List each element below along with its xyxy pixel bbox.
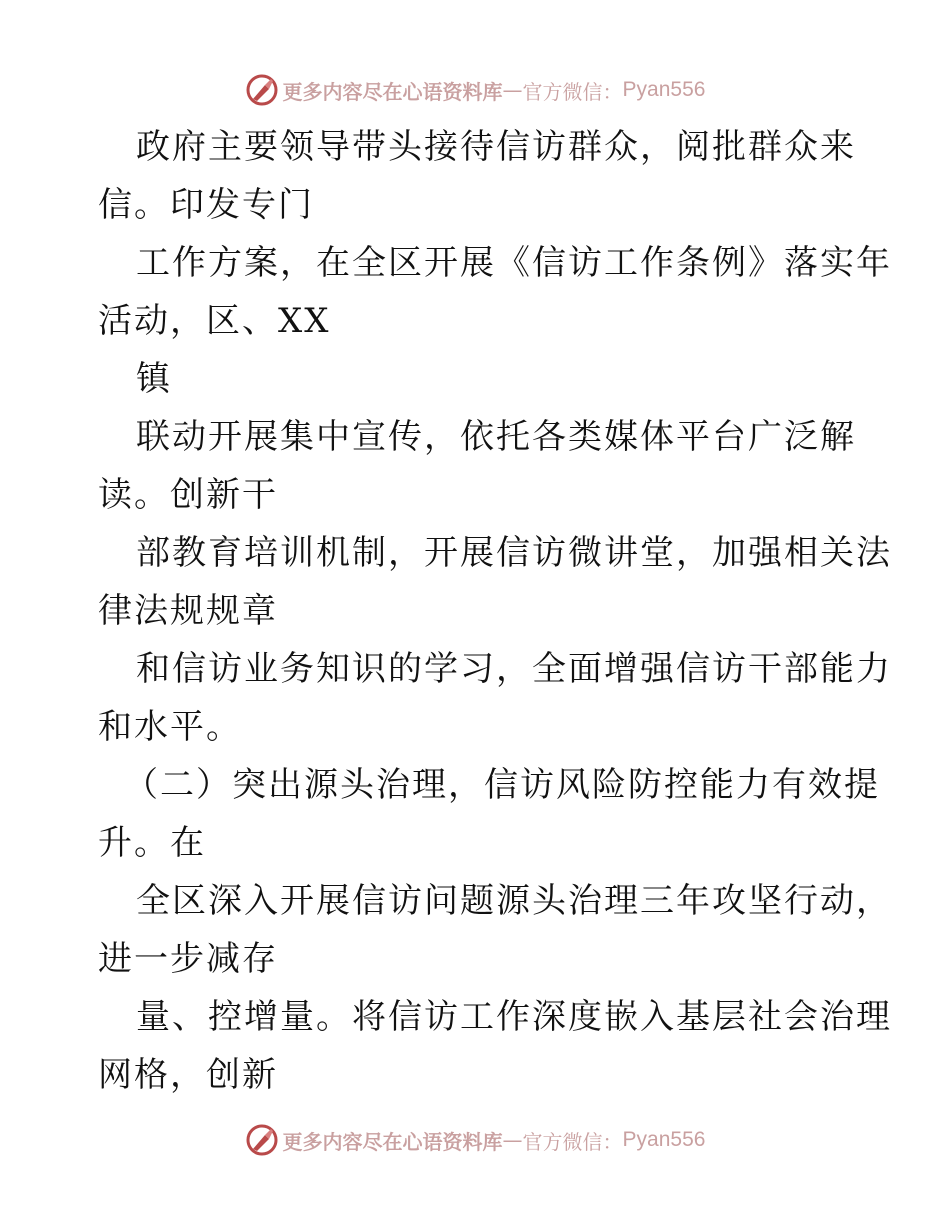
text-line: 镇	[136, 359, 172, 399]
text-line: 读。创新干	[98, 475, 278, 515]
text-line: 信。印发专门	[98, 185, 314, 225]
watermark-separator: —	[502, 1128, 523, 1152]
text-line: 联动开展集中宣传，依托各类媒体平台广泛解	[136, 417, 856, 457]
text-line: 和信访业务知识的学习，全面增强信访干部能力	[136, 649, 892, 689]
text-line: 全区深入开展信访问题源头治理三年攻坚行动，	[136, 881, 892, 921]
watermark-separator: —	[502, 78, 523, 102]
watermark-wechat-label: 官方微信：	[522, 1129, 623, 1154]
watermark-wechat-label: 官方微信：	[522, 79, 623, 104]
text-line: 量、控增量。将信访工作深度嵌入基层社会治理	[136, 997, 892, 1037]
text-line: 活动，区、XX	[98, 301, 331, 341]
text-line: （二）突出源头治理，信访风险防控能力有效提	[124, 765, 880, 805]
text-line: 网格，创新	[98, 1055, 278, 1095]
text-line: 工作方案，在全区开展《信访工作条例》落实年	[136, 243, 892, 283]
footer-watermark	[0, 1120, 950, 1160]
watermark-wechat-id: Pyan556	[622, 78, 706, 101]
header-watermark	[0, 70, 950, 110]
text-line: 律法规规章	[98, 591, 278, 631]
text-line: 政府主要领导带头接待信访群众，阅批群众来	[136, 127, 856, 167]
watermark-wechat-id: Pyan556	[622, 1128, 706, 1151]
text-line: 和水平。	[98, 707, 242, 747]
text-line: 升。在	[98, 823, 206, 863]
document-body	[98, 118, 892, 1104]
pen-nib-logo-icon	[245, 73, 279, 107]
watermark-text: 更多内容尽在心语资料库	[282, 1129, 503, 1154]
text-line: 进一步减存	[98, 939, 278, 979]
text-line: 部教育培训机制，开展信访微讲堂，加强相关法	[136, 533, 892, 573]
pen-nib-logo-icon	[245, 1123, 279, 1157]
watermark-text: 更多内容尽在心语资料库	[282, 79, 503, 104]
